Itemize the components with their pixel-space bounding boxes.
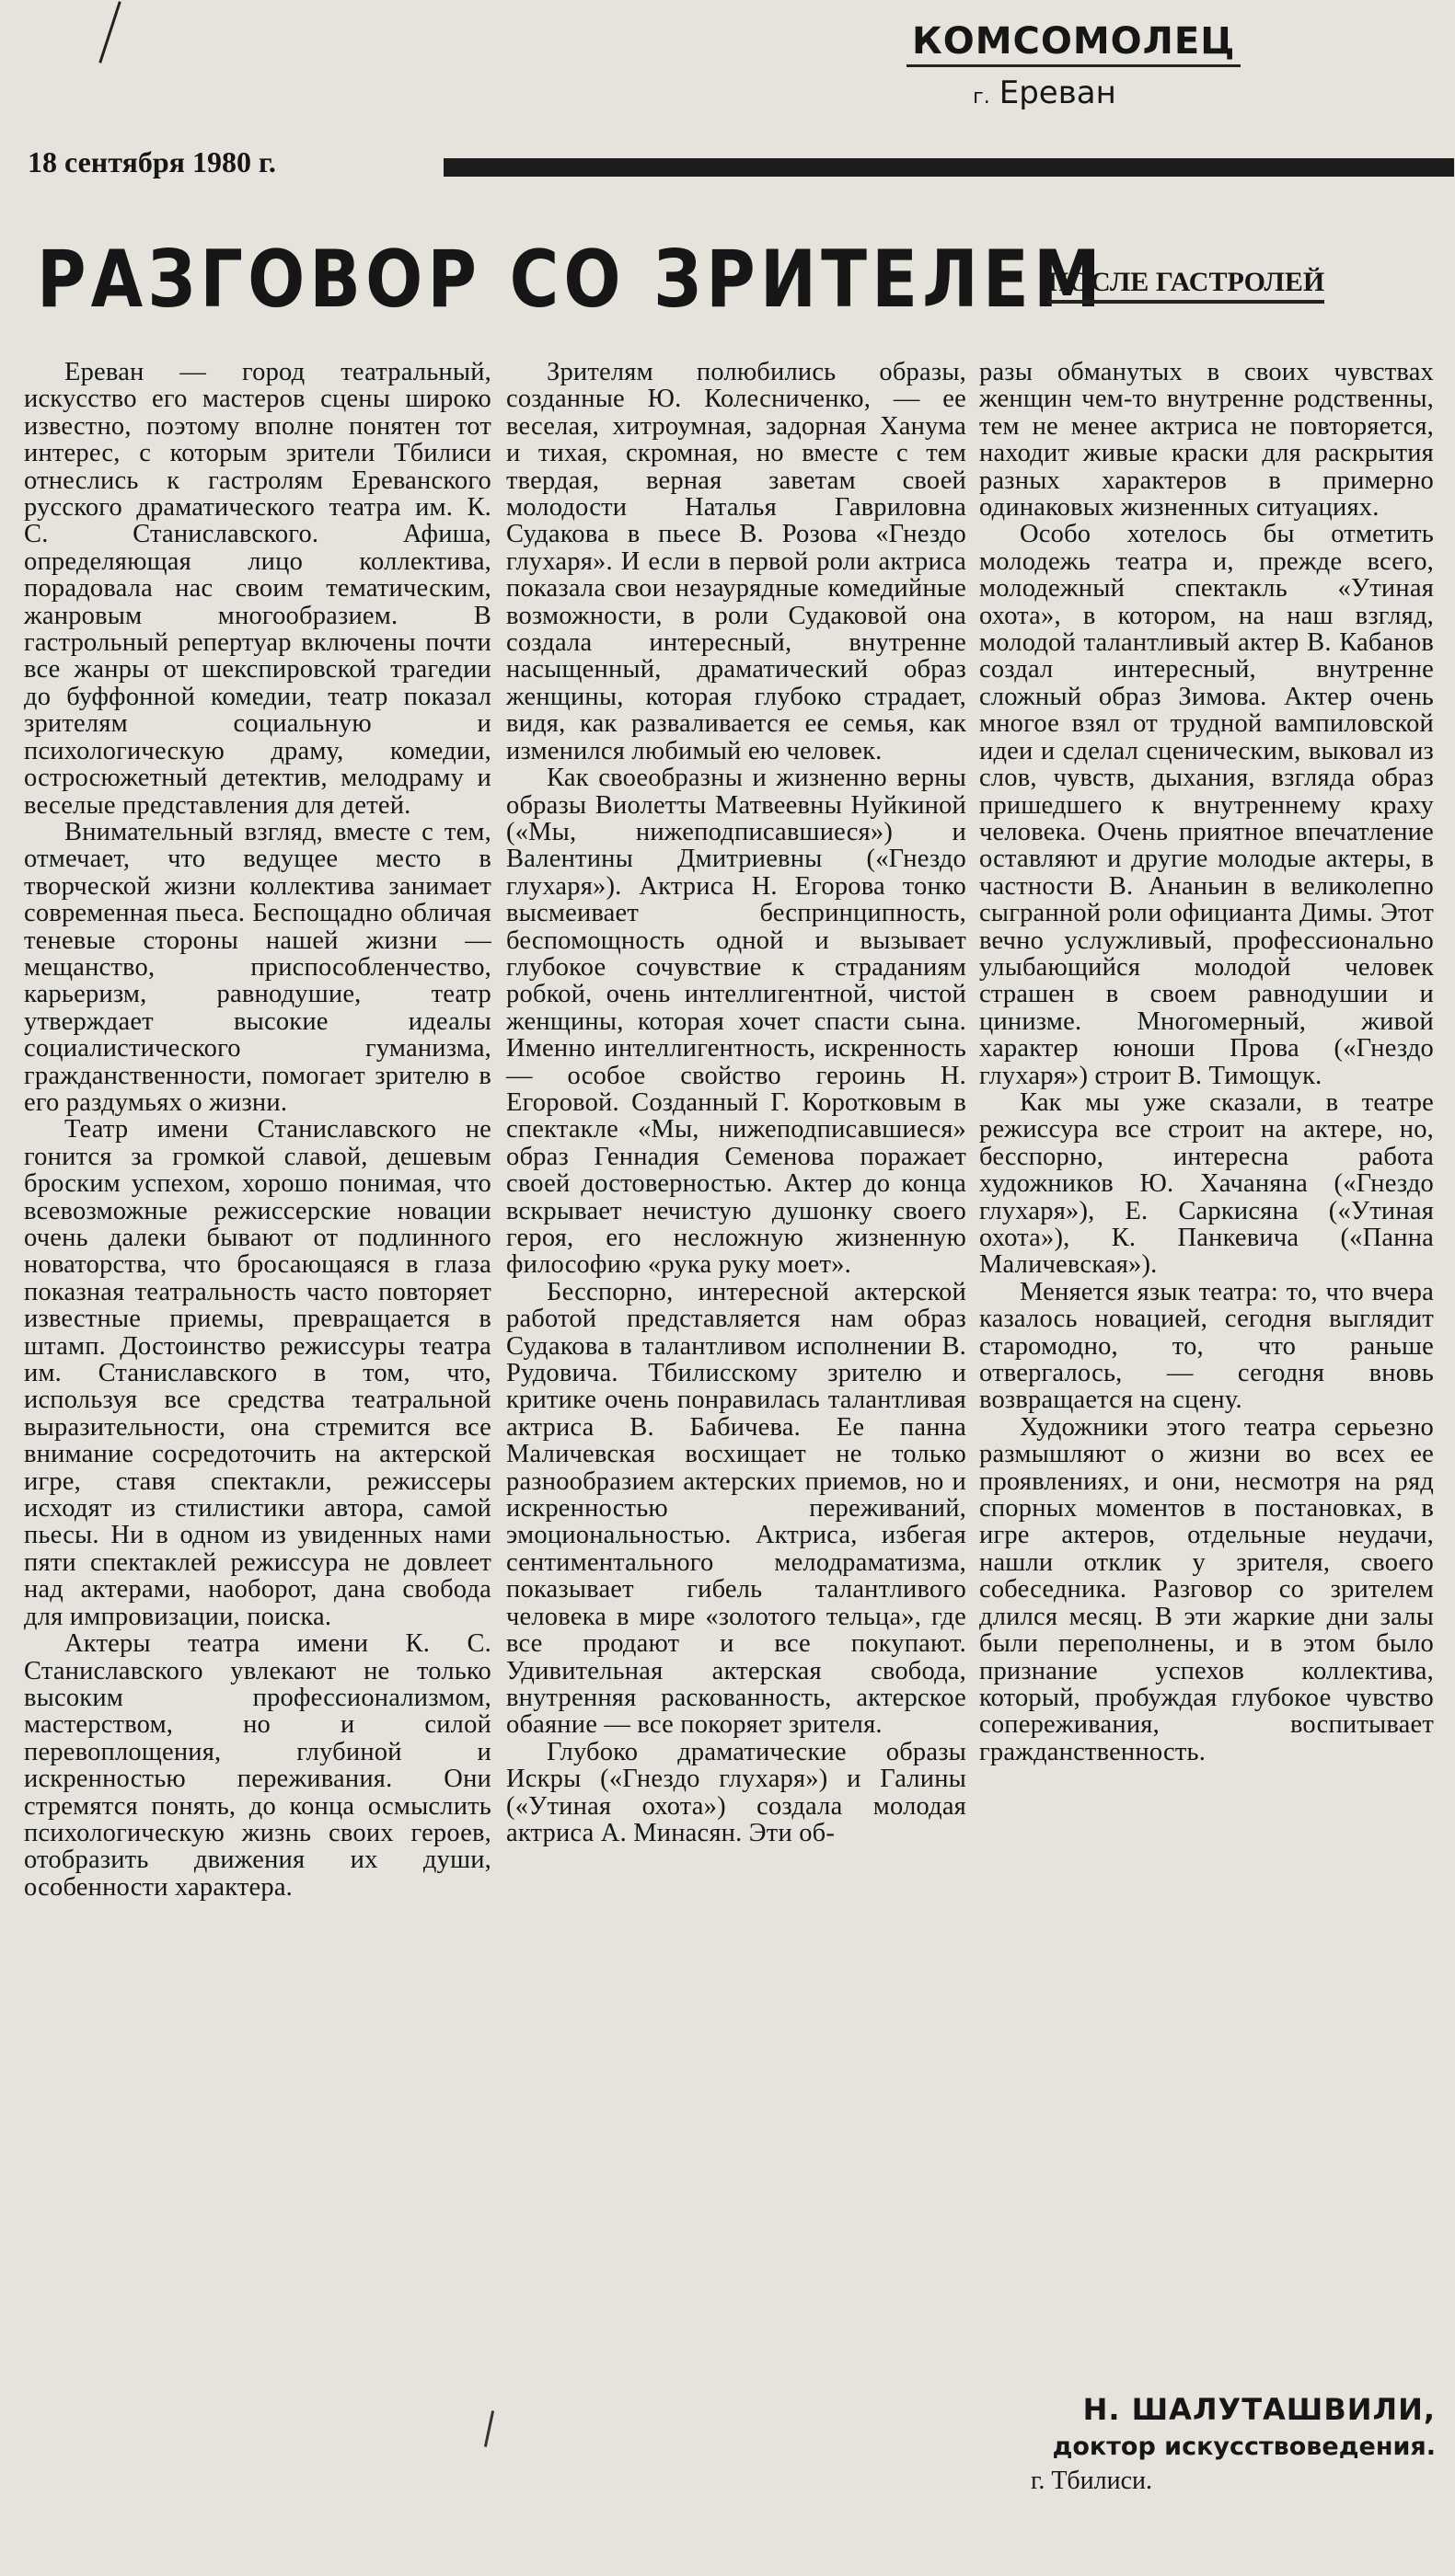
paragraph: разы обманутых в своих чувствах женщин чем-то внутренне родственны, тем не менее актриса не повторяется, находит живые краски для раскрытия разных характеров в примерно одинаковых жизненных ситуациях.: [979, 358, 1434, 523]
date-rule: [444, 158, 1454, 177]
article-column-2: [506, 359, 966, 1846]
newspaper-stamp: [906, 20, 1236, 111]
paragraph: Ереван — город театральный, искусство его мастеров сцены широко известно, поэтому вполне понятен тот интерес, с которым зрители Тбилиси отнеслись к гастролям Ереванского русского драматического театра им. К. С. Станиславского. Афиша, определяющая лицо коллектива, порадовала нас своим тематическим, жанровым многообразием. В гастрольный репертуар включены почти все жанры от шекспировской трагедии до буффонной комедии, театр показал зрителям социальную и психологическую драму, комедии, остросюжетный детектив, мелодраму и веселые представления для детей.: [24, 358, 491, 820]
author-name: Н. ШАЛУТАШВИЛИ,: [1082, 2392, 1436, 2427]
paragraph: Как мы уже сказали, в театре режиссура все строит на актере, но, бесспорно, интересна работа художников Ю. Хачаняна («Гнездо глухаря»), Е. Саркисяна («Утиная охота»), К. Панкевича («Панна Маличевская»).: [979, 1087, 1434, 1280]
paragraph: Глубоко драматические образы Искры («Гнездо глухаря») и Галины («Утиная охота») создала молодая актриса А. Минасян. Эти об-: [506, 1737, 966, 1847]
margin-pen-mark: [484, 2410, 494, 2447]
paragraph: Внимательный взгляд, вместе с тем, отмечает, что ведущее место в творческой жизни коллектива занимает современная пьеса. Беспощадно обличая теневые стороны нашей жизни — мещанство, приспособленчество, карьеризм, равнодушие, театр утверждает высокие идеалы социалистического гуманизма, гражданственности, помогает зрителю в его раздумьях о жизни.: [24, 817, 491, 1117]
author-place: г. Тбилиси.: [1031, 2467, 1153, 2495]
paragraph: Художники этого театра серьезно размышляют о жизни во всех ее проявлениях, и они, несмотря на ряд спорных моментов в постановках, в игре актеров, отдельные неудачи, нашли отклик у зрителя, своего собеседника. Разговор со зрителем длился месяц. В эти жаркие дни залы были переполнены, и в этом было признание успехов коллектива, который, пробуждая глубокое чувство сопереживания, воспитывает гражданственность.: [979, 1412, 1434, 1766]
city-name: Ереван: [999, 75, 1116, 111]
city-prefix: г.: [973, 86, 990, 109]
newspaper-name: КОМСОМОЛЕЦ: [906, 20, 1241, 67]
paragraph: Театр имени Станиславского не гонится за громкой славой, дешевым броским успехом, хорошо понимая, что всевозможные режиссерские новации очень далеки бывают от подлинного новаторства, что бросающаяся в глаза показная театральность часто повторяет известные приемы, превращается в штамп. Достоинство режиссуры театра им. Станиславского в том, что, используя все средства театральной выразительности, она стремится все внимание сосредоточить на актерской игре, ставя спектакли, режиссеры исходят из стилистики автора, самой пьесы. Ни в одном из увиденных нами пяти спектаклей режиссура не довлеет над актерами, наоборот, дана свобода для импровизации, поиска.: [24, 1115, 491, 1631]
paragraph: Зрителям полюбились образы, созданные Ю. Колесниченко, — ее веселая, хитроумная, задорная Ханума и тихая, скромная, но вместе с тем твердая, верная заветам своей молодости Наталья Гавриловна Судакова в пьесе В. Розова «Гнездо глухаря». И если в первой роли актриса показала свои незаурядные комедийные возможности, в роли Судаковой она создала интересный, внутренне насыщенный, драматический образ женщины, которая глубоко страдает, видя, как разваливается ее семья, как изменился любимый ею человек.: [506, 358, 966, 765]
article-headline: РАЗГОВОР СО ЗРИТЕЛЕМ: [37, 234, 1105, 326]
newspaper-city: [906, 75, 1183, 111]
author-title: доктор искусствоведения.: [1052, 2432, 1436, 2461]
paragraph: Бесспорно, интересной актерской работой представляется нам образ Судакова в талантливом исполнении В. Рудовича. Тбилисскому зрителю и критике очень понравилась талантливая актриса В. Бабичева. Ее панна Маличевская восхищает не только разнообразием актерских приемов, но и искренностью переживаний, эмоциональностью. Актриса, избегая сентиментального мелодраматизма, показывает гибель талантливого человека в мире «золотого тельца», где все продают и все покупают. Удивительная актерская свобода, внутренняя раскованность, актерское обаяние — все покоряет зрителя.: [506, 1277, 966, 1740]
paragraph: Меняется язык театра: то, что вчера казалось новацией, сегодня выглядит старомодно, то, что раньше отвергалось, — сегодня вновь возвращается на сцену.: [979, 1277, 1434, 1415]
paragraph: Актеры театра имени К. С. Станиславского увлекают не только высоким профессионализмом, мастерством, но и силой перевоплощения, глубиной и искренностью переживания. Они стремятся понять, до конца осмыслить психологическую жизнь своих героев, отобразить движения их души, особенности характера.: [24, 1629, 491, 1902]
paragraph: Как своеобразны и жизненно верны образы Виолетты Матвеевны Нуйкиной («Мы, нижеподписавшиеся») и Валентины Дмитриевны («Гнездо глухаря»). Актриса Н. Егорова тонко высмеивает беспринципность, беспомощность одной и вызывает глубокое сочувствие к страданиям робкой, очень интеллигентной, чистой женщины, которая хочет спасти сына. Именно интеллигентность, искренность — особое свойство героинь Н. Егоровой. Созданный Г. Коротковым в спектакле «Мы, нижеподписавшиеся» образ Геннадия Семенова поражает своей достоверностью. Актер до конца вскрывает нечистую душонку своего героя, его несложную жизненную философию «рука руку моет».: [506, 764, 966, 1280]
paragraph: Особо хотелось бы отметить молодежь театра и, прежде всего, молодежный спектакль «Утиная охота», в котором, на наш взгляд, молодой талантливый актер В. Кабанов создал интересный, внутренне сложный образ Зимова. Актер очень многое взял от трудной вампиловской идеи и сделал сценическим, выковал из слов, чувств, дыхания, взгляда образ пришедшего к внутреннему краху человека. Очень приятное впечатление оставляют и другие молодые актеры, в частности В. Ананьин в великолепно сыгранной роли официанта Димы. Этот вечно услужливый, профессионально улыбающийся молодой человек страшен в своем равнодушии и цинизме. Многомерный, живой характер юноши Прова («Гнездо глухаря») строит В. Тимощук.: [979, 520, 1434, 1090]
issue-date: 18 сентября 1980 г.: [28, 145, 276, 178]
edge-pen-mark: [98, 1, 121, 63]
article-column-1: [24, 359, 491, 1901]
article-rubric: ПОСЛЕ ГАСТРОЛЕЙ: [1047, 267, 1324, 304]
article-column-3: [979, 359, 1434, 1765]
author-signature: [1003, 2392, 1436, 2496]
